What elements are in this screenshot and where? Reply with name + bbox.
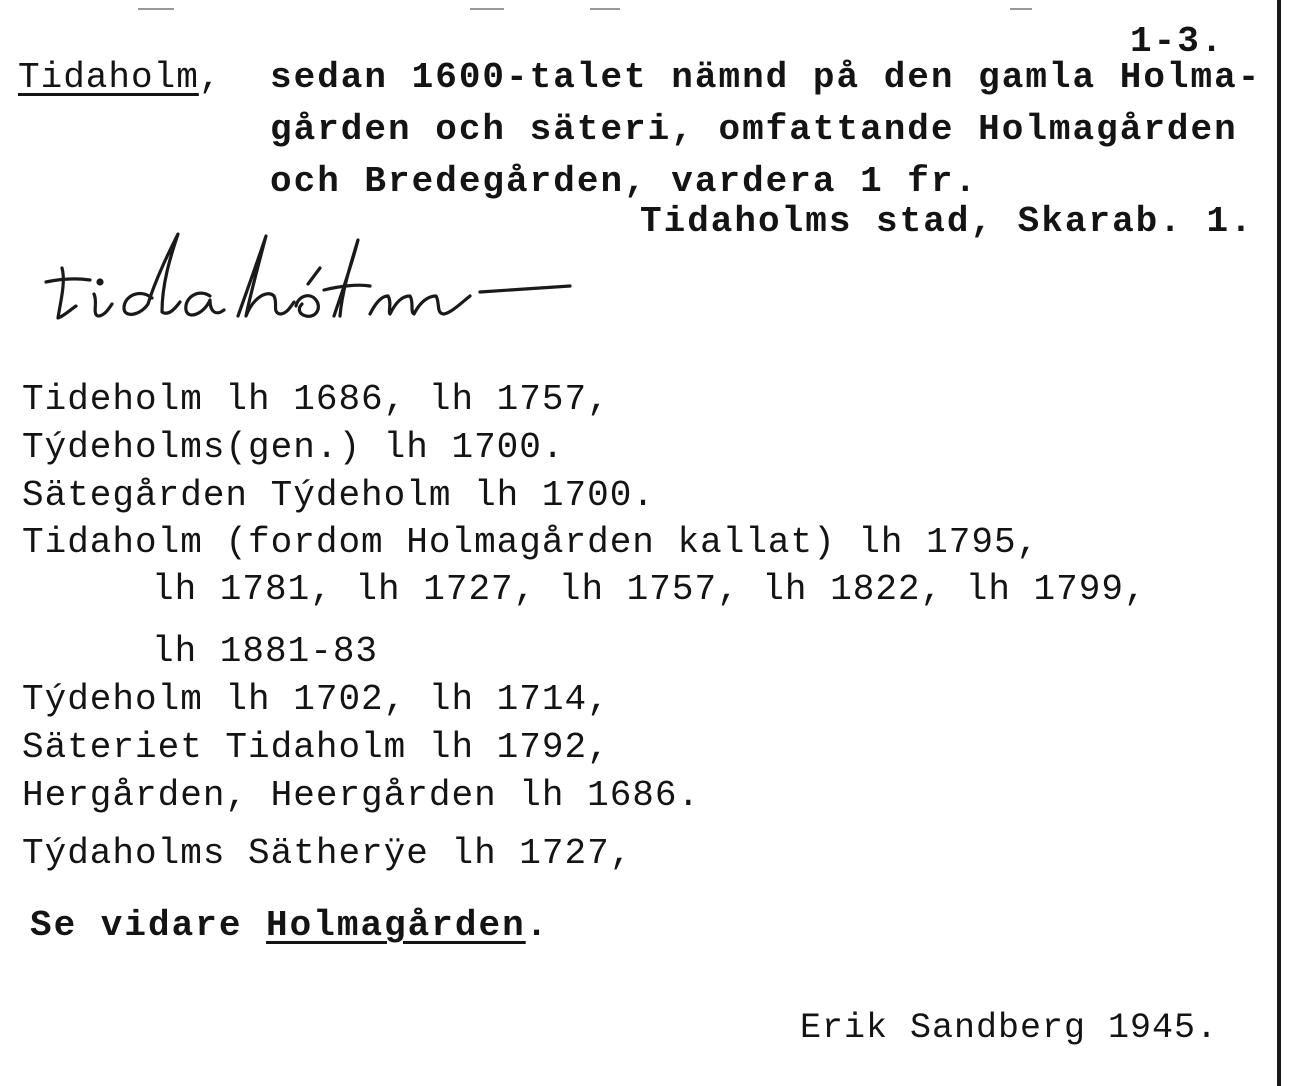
card-right-edge	[1277, 0, 1281, 1086]
top-edge-mark	[470, 8, 504, 10]
headword: Tidaholm	[18, 57, 199, 98]
entry-line: Týdeholm lh 1702, lh 1714,	[22, 679, 610, 720]
location: Tidaholms stad, Skarab. 1.	[640, 201, 1254, 242]
headword-separator: ,	[198, 57, 222, 98]
entry-line: lh 1781, lh 1727, lh 1757, lh 1822, lh 1799,	[152, 569, 1147, 610]
see-also-suffix: .	[525, 905, 550, 946]
entry-line: Tideholm lh 1686, lh 1757,	[22, 379, 610, 420]
top-edge-mark	[590, 8, 620, 10]
signature: Erik Sandberg 1945.	[800, 1008, 1219, 1048]
entry-line: Týdaholms Sätherÿe lh 1727,	[22, 833, 633, 874]
handwritten-name	[40, 222, 640, 332]
entry-line: lh 1881-83	[152, 631, 379, 672]
entry-line: Hergården, Heergården lh 1686.	[22, 775, 701, 816]
see-also-target: Holmagården	[266, 905, 526, 946]
see-also-prefix: Se vidare	[30, 905, 267, 946]
entry-line: Tidaholm (fordom Holmagården kallat) lh 1795,	[22, 522, 1040, 563]
header-line-1: sedan 1600-talet nämnd på den gamla Holma-	[270, 57, 1262, 98]
top-edge-mark	[1010, 8, 1032, 10]
top-edge-mark	[138, 8, 174, 10]
entry-line: Säteriet Tidaholm lh 1792,	[22, 727, 610, 768]
card-number: 1-3.	[1130, 21, 1225, 62]
headword-line	[18, 58, 221, 98]
see-also	[30, 906, 549, 946]
entry-line: Týdeholms(gen.) lh 1700.	[22, 427, 565, 468]
header-line-3: och Bredegården, vardera 1 fr.	[270, 161, 979, 202]
entry-line: Sätegården Týdeholm lh 1700.	[22, 475, 655, 516]
header-line-2: gården och säteri, omfattande Holmagården	[270, 109, 1238, 150]
